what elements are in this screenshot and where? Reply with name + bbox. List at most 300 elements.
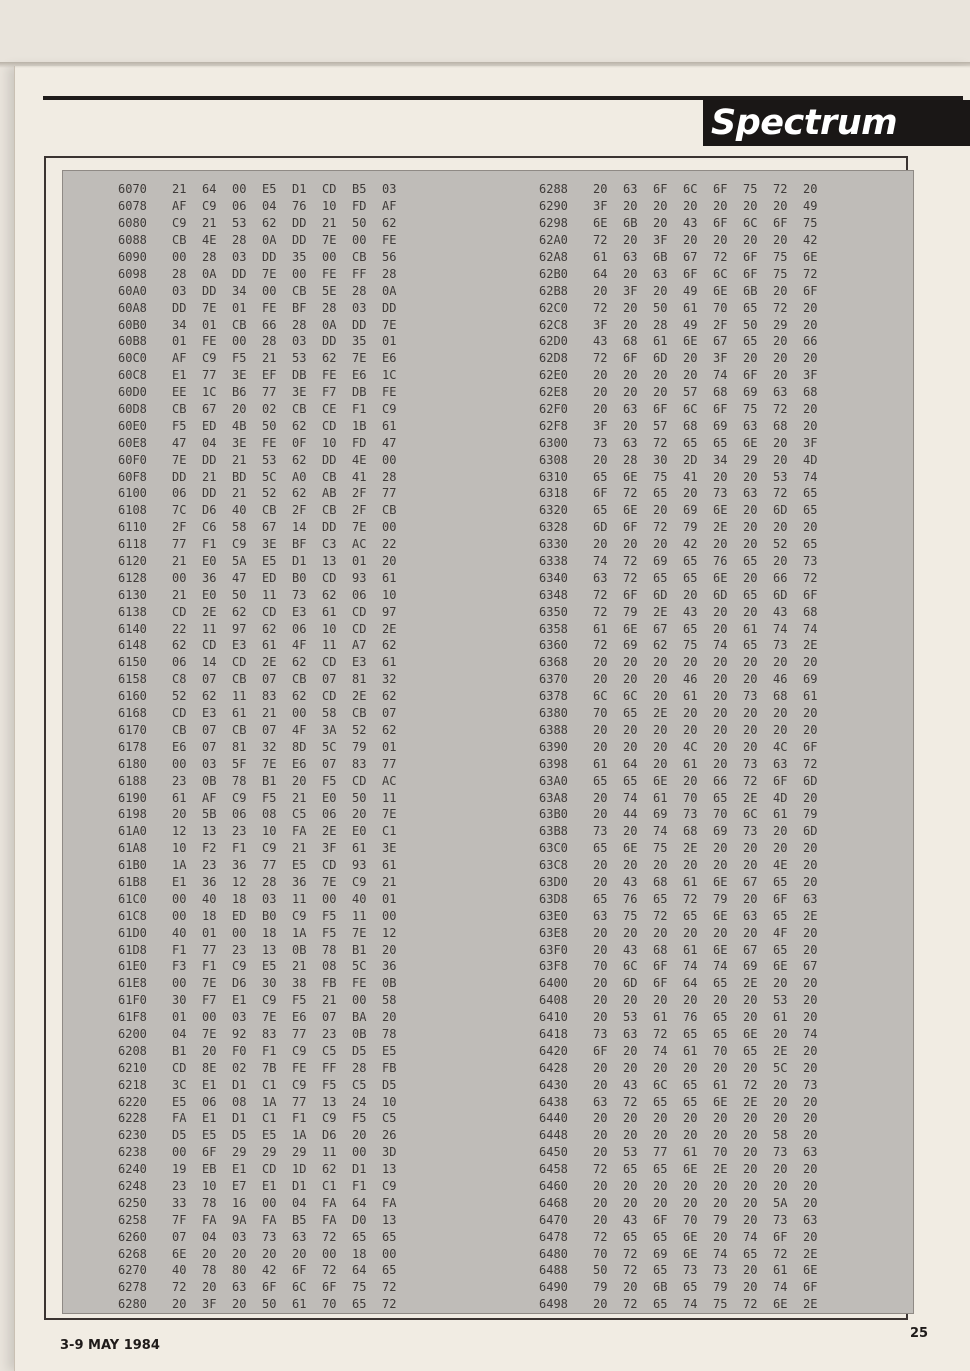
hex-byte: 6C: [713, 266, 728, 281]
hex-byte: 20: [743, 1111, 758, 1126]
hex-address: 6138: [118, 604, 147, 619]
hex-byte: 34: [232, 283, 247, 298]
hex-byte: 20: [593, 1060, 608, 1075]
hex-byte: DD: [202, 452, 217, 467]
hex-byte: 08: [262, 807, 277, 822]
hex-byte: 20: [623, 385, 638, 400]
hex-byte: 75: [623, 908, 638, 923]
hex-byte: 7E: [262, 1010, 277, 1025]
hex-byte: 62: [262, 621, 277, 636]
hex-byte: 20: [743, 1145, 758, 1160]
hex-byte: 63: [623, 250, 638, 264]
listing-row: [533, 688, 913, 705]
hex-byte: 20: [232, 402, 247, 417]
hex-byte: 40: [172, 1263, 187, 1278]
hex-byte: 20: [683, 368, 698, 383]
hex-byte: 92: [232, 1026, 247, 1041]
hex-byte: 20: [803, 300, 818, 315]
hex-byte: 10: [322, 199, 337, 214]
hex-byte: 47: [382, 435, 397, 450]
listing-row: [63, 958, 533, 975]
hex-byte: 00: [172, 250, 187, 264]
hex-byte: 77: [292, 1094, 307, 1109]
hex-byte: 63: [653, 266, 668, 281]
hex-byte: 11: [382, 790, 397, 805]
hex-byte: EB: [202, 1162, 217, 1177]
hex-byte: 3F: [202, 1297, 217, 1312]
listing-row: [63, 417, 533, 434]
hex-byte: 36: [232, 858, 247, 873]
hex-byte: 20: [773, 199, 788, 214]
hex-byte: 68: [653, 942, 668, 957]
hex-byte: 23: [172, 773, 187, 788]
hex-byte: 63: [623, 402, 638, 417]
hex-byte: 20: [743, 993, 758, 1008]
hex-byte: AF: [382, 199, 397, 214]
hex-byte: 75: [773, 250, 788, 264]
hex-address: 6460: [539, 1178, 568, 1193]
listing-row: [533, 874, 913, 891]
hex-byte: D1: [352, 1162, 367, 1177]
hex-byte: 77: [202, 942, 217, 957]
hex-byte: CB: [262, 503, 277, 518]
hex-byte: CB: [352, 706, 367, 721]
hex-byte: 62: [262, 216, 277, 231]
hex-byte: 72: [593, 604, 608, 619]
hex-byte: 28: [623, 452, 638, 467]
hex-address: 6088: [118, 233, 147, 248]
hex-byte: F2: [202, 841, 217, 856]
hex-byte: 00: [232, 334, 247, 349]
listing-row: [63, 586, 533, 603]
hex-byte: 65: [593, 891, 608, 906]
listing-row: [63, 1211, 533, 1228]
hex-byte: 62: [322, 351, 337, 366]
hex-byte: 1A: [292, 925, 307, 940]
hex-address: 6100: [118, 486, 147, 501]
hex-byte: 43: [623, 1212, 638, 1227]
hex-byte: 01: [202, 317, 217, 332]
hex-byte: 20: [713, 706, 728, 721]
hex-byte: 2F: [292, 503, 307, 518]
hex-byte: 20: [653, 1178, 668, 1193]
hex-byte: 20: [593, 1195, 608, 1210]
hex-byte: 75: [352, 1280, 367, 1295]
hex-byte: 40: [202, 891, 217, 906]
hex-byte: 69: [713, 418, 728, 433]
hex-address: 6278: [118, 1280, 147, 1295]
hex-byte: 40: [232, 503, 247, 518]
hex-byte: 73: [743, 689, 758, 704]
hex-byte: 20: [773, 435, 788, 450]
hex-byte: 21: [172, 587, 187, 602]
hex-byte: 61: [683, 689, 698, 704]
hex-byte: 62: [653, 638, 668, 653]
hex-byte: 29: [262, 1145, 277, 1160]
listing-row: [63, 198, 533, 215]
hex-byte: C5: [322, 1043, 337, 1058]
hex-byte: 65: [593, 841, 608, 856]
hex-byte: 20: [653, 756, 668, 771]
hex-address: 6298: [539, 216, 568, 231]
hex-byte: 6F: [713, 182, 728, 197]
hex-byte: 50: [232, 587, 247, 602]
hex-byte: 65: [773, 942, 788, 957]
hex-byte: 65: [593, 469, 608, 484]
hex-byte: 20: [713, 537, 728, 552]
hex-byte: 18: [262, 925, 277, 940]
hex-byte: 20: [593, 976, 608, 991]
hex-byte: 97: [382, 604, 397, 619]
hex-byte: 65: [803, 503, 818, 518]
hex-byte: 42: [262, 1263, 277, 1278]
hex-byte: DD: [292, 216, 307, 231]
hex-address: 6220: [118, 1094, 147, 1109]
hex-byte: 20: [593, 1145, 608, 1160]
hex-byte: 4E: [202, 233, 217, 248]
hex-byte: 20: [773, 1094, 788, 1109]
hex-address: 6430: [539, 1077, 568, 1092]
hex-byte: E1: [262, 1178, 277, 1193]
hex-byte: 20: [713, 1229, 728, 1244]
hex-address: 6188: [118, 773, 147, 788]
hex-byte: 72: [593, 1162, 608, 1177]
hex-byte: D6: [322, 1128, 337, 1143]
hex-byte: 20: [593, 672, 608, 687]
hex-byte: 28: [382, 266, 397, 281]
hex-byte: 07: [322, 672, 337, 687]
hex-byte: 6F: [803, 283, 818, 298]
hex-byte: 20: [773, 824, 788, 839]
hex-address: 6198: [118, 807, 147, 822]
hex-byte: 20: [292, 773, 307, 788]
hex-address: 6458: [539, 1162, 568, 1177]
hex-byte: CD: [322, 570, 337, 585]
hex-byte: 20: [743, 925, 758, 940]
hex-address: 6328: [539, 520, 568, 535]
hex-address: 6178: [118, 739, 147, 754]
hex-address: 60B8: [118, 334, 147, 349]
hex-byte: 3F: [593, 317, 608, 332]
hex-byte: 6E: [623, 503, 638, 518]
hex-byte: 62: [232, 604, 247, 619]
hex-byte: E1: [172, 368, 187, 383]
hex-byte: 20: [713, 993, 728, 1008]
hex-byte: C9: [382, 1178, 397, 1193]
hex-byte: 20: [803, 925, 818, 940]
hex-byte: DD: [172, 300, 187, 315]
hex-byte: 61: [593, 756, 608, 771]
hex-byte: 62: [202, 689, 217, 704]
hex-byte: 20: [623, 1128, 638, 1143]
hex-byte: 50: [262, 418, 277, 433]
hex-byte: 20: [803, 706, 818, 721]
hex-byte: E6: [352, 368, 367, 383]
hex-byte: 72: [743, 1077, 758, 1092]
hex-byte: 1C: [202, 385, 217, 400]
hex-byte: F5: [262, 790, 277, 805]
listing-row: [63, 1262, 533, 1279]
hex-byte: 81: [352, 672, 367, 687]
hex-byte: 81: [232, 739, 247, 754]
hex-byte: D5: [232, 1128, 247, 1143]
hex-byte: 20: [593, 537, 608, 552]
listing-row: [533, 1194, 913, 1211]
hex-byte: 6E: [743, 435, 758, 450]
hex-byte: CD: [352, 621, 367, 636]
hex-byte: 10: [322, 621, 337, 636]
hex-address: 61F0: [118, 993, 147, 1008]
hex-byte: 65: [683, 435, 698, 450]
listing-row: [63, 857, 533, 874]
hex-byte: 6F: [322, 1280, 337, 1295]
hex-address: 60D8: [118, 402, 147, 417]
hex-byte: 20: [232, 1297, 247, 1312]
hex-byte: 6F: [653, 1212, 668, 1227]
hex-byte: B0: [262, 908, 277, 923]
hex-byte: 20: [593, 858, 608, 873]
hex-byte: 62: [382, 216, 397, 231]
hex-byte: 5A: [773, 1195, 788, 1210]
listing-row: [533, 299, 913, 316]
hex-byte: 02: [232, 1060, 247, 1075]
hex-byte: 10: [202, 1178, 217, 1193]
hex-address: 6360: [539, 638, 568, 653]
hex-byte: 74: [713, 638, 728, 653]
hex-byte: 2F: [172, 520, 187, 535]
hex-byte: 28: [232, 233, 247, 248]
hex-byte: 58: [773, 1128, 788, 1143]
hex-byte: 00: [172, 908, 187, 923]
hex-address: 62F0: [539, 402, 568, 417]
hex-byte: 68: [653, 874, 668, 889]
listing-row: [533, 1093, 913, 1110]
hex-byte: 7E: [172, 452, 187, 467]
hex-byte: BF: [292, 537, 307, 552]
hex-address: 6218: [118, 1077, 147, 1092]
listing-row: [533, 840, 913, 857]
hex-byte: 21: [322, 216, 337, 231]
hex-byte: 2F: [352, 503, 367, 518]
hex-byte: 75: [743, 182, 758, 197]
hex-byte: 00: [262, 283, 277, 298]
hex-byte: 20: [623, 739, 638, 754]
hex-byte: 2E: [743, 790, 758, 805]
hex-byte: 74: [683, 959, 698, 974]
hex-byte: 5C: [352, 959, 367, 974]
hex-byte: 65: [743, 1043, 758, 1058]
hex-address: 6480: [539, 1246, 568, 1261]
hex-byte: 6E: [803, 250, 818, 264]
hex-byte: 61: [232, 706, 247, 721]
hex-byte: 73: [803, 554, 818, 569]
hex-byte: 21: [292, 790, 307, 805]
hex-byte: 20: [803, 1195, 818, 1210]
hex-byte: 34: [713, 452, 728, 467]
hex-byte: E5: [382, 1043, 397, 1058]
section-banner: [703, 100, 970, 146]
listing-row: [533, 958, 913, 975]
hex-address: 6080: [118, 216, 147, 231]
listing-row: [533, 654, 913, 671]
hex-address: 6280: [118, 1297, 147, 1312]
listing-row: [533, 468, 913, 485]
hex-byte: 0B: [352, 1026, 367, 1041]
hex-byte: 56: [382, 250, 397, 264]
hex-byte: 20: [803, 841, 818, 856]
hex-address: 6448: [539, 1128, 568, 1143]
hex-byte: 70: [713, 807, 728, 822]
hex-byte: 28: [322, 300, 337, 315]
hex-address: 63A8: [539, 790, 568, 805]
hex-byte: 00: [172, 891, 187, 906]
listing-row: [63, 401, 533, 418]
hex-byte: DD: [232, 266, 247, 281]
hex-byte: 00: [322, 250, 337, 264]
hex-byte: 20: [713, 1060, 728, 1075]
hex-byte: 6E: [593, 216, 608, 231]
hex-byte: 30: [653, 452, 668, 467]
hex-byte: 72: [713, 250, 728, 264]
hex-byte: CB: [322, 503, 337, 518]
hex-address: 6388: [539, 722, 568, 737]
hex-byte: 20: [713, 689, 728, 704]
hex-byte: 6C: [743, 216, 758, 231]
hex-byte: 04: [292, 1195, 307, 1210]
hex-address: 6228: [118, 1111, 147, 1126]
hex-byte: 65: [743, 1246, 758, 1261]
listing-row: [533, 198, 913, 215]
hex-byte: 20: [653, 283, 668, 298]
hex-byte: D6: [232, 976, 247, 991]
hex-byte: CB: [292, 402, 307, 417]
hex-byte: 63: [593, 1094, 608, 1109]
hex-byte: 2E: [352, 689, 367, 704]
hex-byte: 20: [743, 537, 758, 552]
listing-row: [533, 1059, 913, 1076]
hex-byte: E5: [262, 554, 277, 569]
hex-byte: 65: [683, 908, 698, 923]
hex-byte: F1: [202, 537, 217, 552]
listing-row: [63, 1178, 533, 1195]
hex-byte: 11: [322, 638, 337, 653]
hex-address: 6320: [539, 503, 568, 518]
hex-byte: C9: [232, 537, 247, 552]
hex-byte: 20: [713, 621, 728, 636]
hex-byte: 20: [593, 1010, 608, 1025]
hex-byte: 20: [713, 655, 728, 670]
hex-address: 63F8: [539, 959, 568, 974]
listing-row: [533, 316, 913, 333]
listing-row: [63, 772, 533, 789]
hex-byte: E1: [172, 874, 187, 889]
listing-row: [533, 350, 913, 367]
hex-byte: 79: [683, 520, 698, 535]
hex-byte: 75: [743, 402, 758, 417]
hex-byte: 20: [803, 1060, 818, 1075]
hex-address: 6300: [539, 435, 568, 450]
hex-byte: 13: [382, 1212, 397, 1227]
listing-row: [63, 1110, 533, 1127]
hex-byte: 61: [653, 790, 668, 805]
hex-byte: C8: [172, 672, 187, 687]
hex-byte: 20: [683, 1111, 698, 1126]
listing-row: [63, 1059, 533, 1076]
listing-row: [63, 569, 533, 586]
hex-byte: 65: [743, 638, 758, 653]
listing-row: [533, 620, 913, 637]
hex-byte: C5: [352, 1077, 367, 1092]
hex-byte: 72: [803, 570, 818, 585]
hex-byte: 23: [172, 1178, 187, 1193]
hex-address: 63C8: [539, 858, 568, 873]
hex-byte: 20: [773, 334, 788, 349]
hex-byte: 72: [623, 570, 638, 585]
hex-byte: 83: [262, 689, 277, 704]
hex-byte: 43: [623, 1077, 638, 1092]
hex-byte: 3E: [382, 841, 397, 856]
hex-byte: 35: [292, 250, 307, 264]
hex-byte: 21: [202, 216, 217, 231]
hex-byte: E5: [262, 1128, 277, 1143]
hex-address: 62E0: [539, 368, 568, 383]
hex-byte: 13: [382, 1162, 397, 1177]
hex-byte: 74: [773, 621, 788, 636]
hex-byte: 20: [743, 199, 758, 214]
hex-byte: 00: [292, 266, 307, 281]
hex-byte: FE: [262, 435, 277, 450]
hex-byte: CD: [352, 773, 367, 788]
listing-row: [63, 316, 533, 333]
hex-byte: 6D: [803, 824, 818, 839]
hex-byte: 83: [352, 756, 367, 771]
hex-byte: 6E: [623, 841, 638, 856]
listing-row: [533, 569, 913, 586]
hex-byte: 47: [232, 570, 247, 585]
hex-address: 6090: [118, 250, 147, 264]
hex-byte: 47: [172, 435, 187, 450]
hex-byte: 20: [172, 807, 187, 822]
hex-byte: 65: [653, 1229, 668, 1244]
hex-byte: 6E: [713, 874, 728, 889]
hex-byte: 75: [803, 216, 818, 231]
hex-byte: 7C: [172, 503, 187, 518]
hex-byte: 0A: [262, 233, 277, 248]
hex-byte: 20: [743, 1263, 758, 1278]
hex-byte: 00: [352, 993, 367, 1008]
hex-address: 6148: [118, 638, 147, 653]
hex-byte: 6F: [713, 402, 728, 417]
hex-byte: 72: [623, 486, 638, 501]
hex-byte: 18: [232, 891, 247, 906]
hex-byte: 74: [623, 790, 638, 805]
hex-byte: 2E: [382, 621, 397, 636]
hex-byte: 20: [743, 520, 758, 535]
hex-byte: 53: [292, 351, 307, 366]
hex-byte: 02: [262, 402, 277, 417]
hex-byte: 20: [623, 233, 638, 248]
hex-byte: CB: [232, 672, 247, 687]
hex-byte: FD: [352, 435, 367, 450]
hex-byte: 6D: [713, 587, 728, 602]
hex-byte: 77: [382, 756, 397, 771]
hex-byte: CB: [292, 672, 307, 687]
hex-byte: 10: [322, 435, 337, 450]
listing-row: [63, 519, 533, 536]
hex-byte: 78: [232, 773, 247, 788]
hex-byte: 40: [172, 925, 187, 940]
page-number: 25: [910, 1326, 929, 1341]
